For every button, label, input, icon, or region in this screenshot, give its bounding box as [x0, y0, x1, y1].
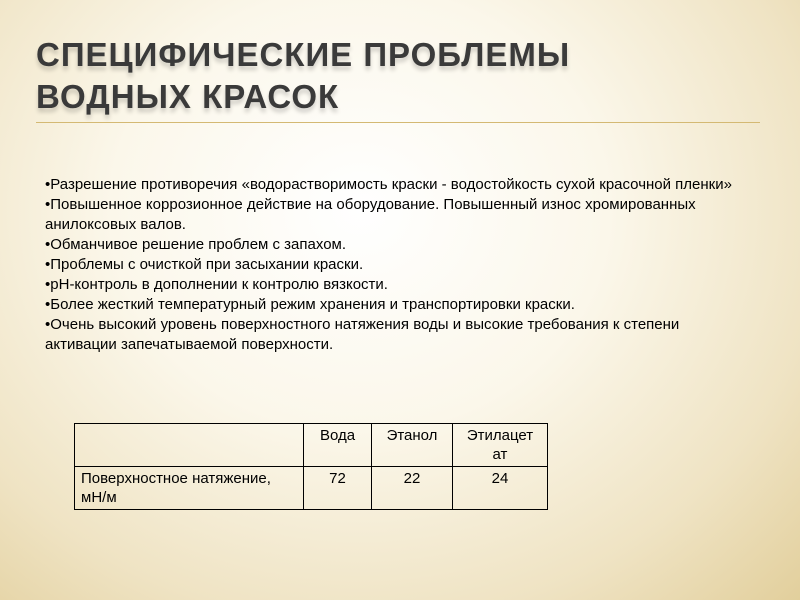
table-row-label: Поверхностное натяжение, мН/м — [75, 467, 304, 510]
table-row — [75, 467, 548, 510]
table-header-row — [75, 424, 548, 467]
surface-tension-table — [74, 423, 548, 510]
table-cell: 24 — [453, 467, 548, 510]
bullet-item: • рН-контроль в дополнении к контролю вязкости. — [45, 275, 745, 295]
bullet-item: • Очень высокий уровень поверхностного натяжения воды и высокие требования к степени активации запечатываемой поверхности. — [45, 315, 745, 355]
bullet-item: • Повышенное коррозионное действие на оборудование. Повышенный износ хромированных анилоксовых валов. — [45, 195, 745, 235]
bullet-item: • Разрешение противоречия «водорастворимость краски - водостойкость сухой красочной пленки» — [45, 175, 745, 195]
table-header-cell — [75, 424, 304, 467]
table-header-cell: Этилацет ат — [453, 424, 548, 467]
table-header-cell: Этанол — [372, 424, 453, 467]
slide-title: СПЕЦИФИЧЕСКИЕ ПРОБЛЕМЫ ВОДНЫХ КРАСОК — [36, 36, 571, 115]
bullet-list — [45, 175, 745, 355]
bullet-item: • Более жесткий температурный режим хранения и транспортировки краски. — [45, 295, 745, 315]
title-underline — [36, 122, 760, 123]
bullet-item: • Обманчивое решение проблем с запахом. — [45, 235, 745, 255]
table-cell: 22 — [372, 467, 453, 510]
table-header-cell: Вода — [304, 424, 372, 467]
table-cell: 72 — [304, 467, 372, 510]
bullet-item: • Проблемы с очисткой при засыхании краски. — [45, 255, 745, 275]
